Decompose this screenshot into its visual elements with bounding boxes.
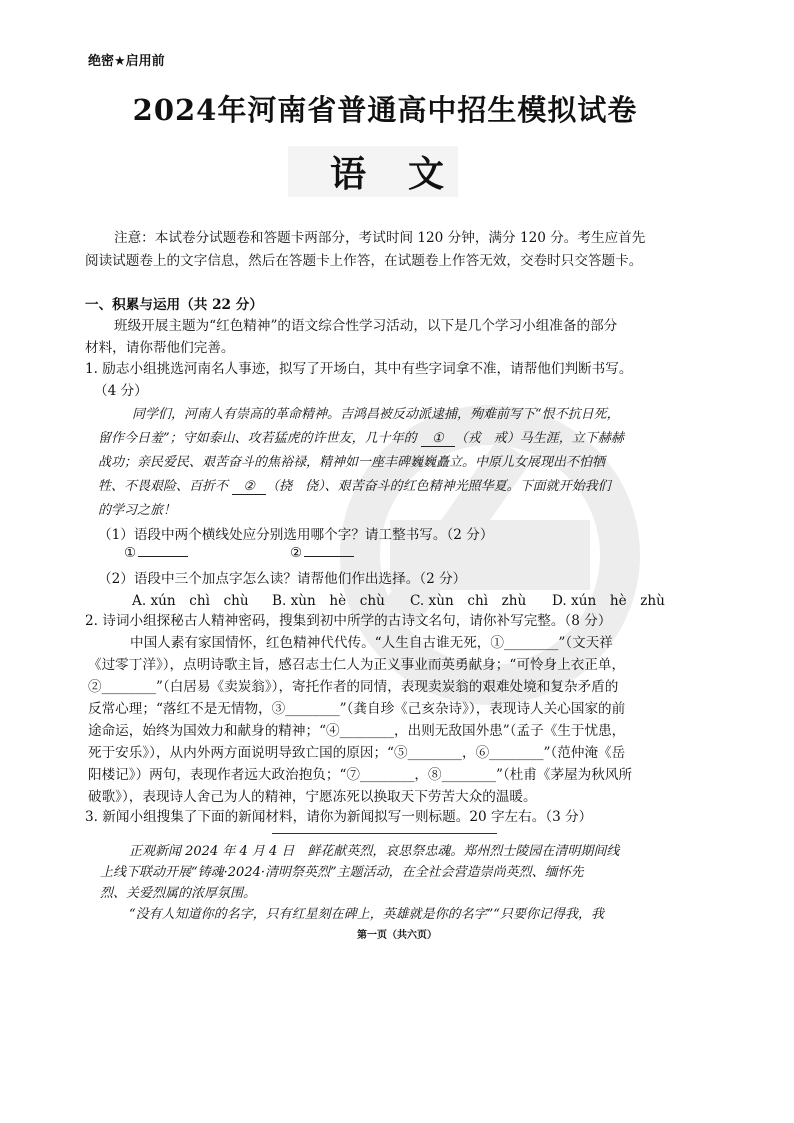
section-intro: 班级开展主题为“红色精神”的语文综合性学习活动，以下是几个学习小组准备的部分 <box>114 318 618 334</box>
q2-line: ②________”（白居易《卖炭翁》），寄托作者的同情，表现卖炭翁的艰难处境和复杂矛盾的 <box>88 679 619 695</box>
q3-news-line: 烈、关爱烈属的浓厚氛围。 <box>100 886 257 901</box>
q1-option-a: A. xún chì chù <box>132 593 249 609</box>
subject-title: 语文 <box>288 146 458 197</box>
q2-line: 死于安乐》），从内外两方面说明导致亡国的原因；“⑤________，⑥________”（范仲淹《岳 <box>88 745 626 761</box>
notice-line: 阅读试题卷上的文字信息，然后在答题卡上作答，在试题卷上作答无效，交卷时只交答题卡。 <box>85 253 643 269</box>
page-number: 第一页（共六页） <box>357 930 437 941</box>
q1-passage-line: 的学习之旅！ <box>98 503 177 518</box>
q3-stem: 3. 新闻小组搜集了下面的新闻材料，请你为新闻拟写一则标题。20 字左右。（3 分） <box>85 809 593 825</box>
q1-option-c: C. xùn chì zhù <box>410 593 527 609</box>
q2-line: 中国人素有家国情怀，红色精神代代传。“人生自古谁无死，①________”（文天祥 <box>130 635 613 651</box>
q2-line: 《过零丁洋》），点明诗歌主旨，感召志士仁人为正义事业而英勇献身；“可怜身上衣正单， <box>88 657 626 673</box>
notice-line: 注意：本试卷分试题卷和答题卡两部分，考试时间 120 分钟，满分 120 分。考生应首先 <box>114 230 646 246</box>
q1-passage-line: 牲、不畏艰险、百折不 ② （挠 侥）、艰苦奋斗的红色精神光照华夏。下面就开始我们 <box>98 479 611 494</box>
q1-answer-2: ② <box>290 545 354 561</box>
q1-sub2: （2）语段中三个加点字怎么读？请帮他们作出选择。（2 分） <box>98 571 467 587</box>
q3-news-line: 正观新闻 2024 年 4 月 4 日 鲜花献英烈，哀思祭忠魂。郑州烈士陵园在清明期间线 <box>129 844 620 859</box>
q1-stem: 1. 励志小组挑选河南名人事迹，拟写了开场白，其中有些字词拿不准，请帮他们判断书写。 <box>85 361 633 377</box>
q1-passage-line: 同学们，河南人有崇高的革命精神。吉鸿昌被反动派逮捕，殉难前写下“恨不抗日死， <box>132 407 620 422</box>
q1-option-b: B. xùn hè chù <box>272 593 385 609</box>
q1-answer-1: ① <box>124 545 188 561</box>
q1-passage-line: 留作今日羞”；守如泰山、攻若猛虎的许世友，几十年的 ① （戎 戒）马生涯，立下赫赫 <box>98 431 624 446</box>
section-heading: 一、积累与运用（共 22 分） <box>85 297 263 313</box>
q2-stem: 2. 诗词小组探秘古人精神密码，搜集到初中所学的古诗文名句，请你补写完整。（8 分） <box>85 613 612 629</box>
q1-option-d: D. xún hè zhù <box>552 593 665 609</box>
q2-line: 破歌》），表现诗人舍己为人的精神，宁愿冻死以换取天下劳苦大众的温暖。 <box>88 789 537 805</box>
confidential-mark: 绝密★启用前 <box>88 54 165 69</box>
q3-news-line: “没有人知道你的名字，只有红星刻在碑上，英雄就是你的名字”“只要你记得我，我 <box>129 907 604 922</box>
exam-title: 2024年河南省普通高中招生模拟试卷 <box>132 93 638 127</box>
q1-blank-2: ② <box>232 479 266 495</box>
q2-line: 反常心理；“落红不是无情物，③________”（龚自珍《己亥杂诗》），表现诗人关心国家的前 <box>88 701 626 717</box>
q1-passage-line: 战功；亲民爱民、艰苦奋斗的焦裕禄，精神如一座丰碑巍巍矗立。中原儿女展现出不怕牺 <box>98 455 606 470</box>
q1-stem: （4 分） <box>94 383 148 399</box>
q1-sub1: （1）语段中两个横线处应分别选用哪个字？请工整书写。（2 分） <box>98 527 494 543</box>
q2-line: 途命运，始终为国效力和献身的精神；“④________，出则无敌国外患”（孟子《生于忧患， <box>88 723 626 739</box>
q3-answer-line <box>272 833 497 834</box>
q1-blank-1: ① <box>421 431 455 447</box>
q2-line: 阳楼记》）两句，表现作者远大政治抱负；“⑦________，⑧________”（杜甫《茅屋为秋风所 <box>88 767 633 783</box>
q3-news-line: 上线下联动开展“铸魂·2024·清明祭英烈”主题活动，在全社会营造崇尚英烈、缅怀先 <box>100 865 584 880</box>
section-intro: 材料，请你帮他们完善。 <box>85 340 235 356</box>
